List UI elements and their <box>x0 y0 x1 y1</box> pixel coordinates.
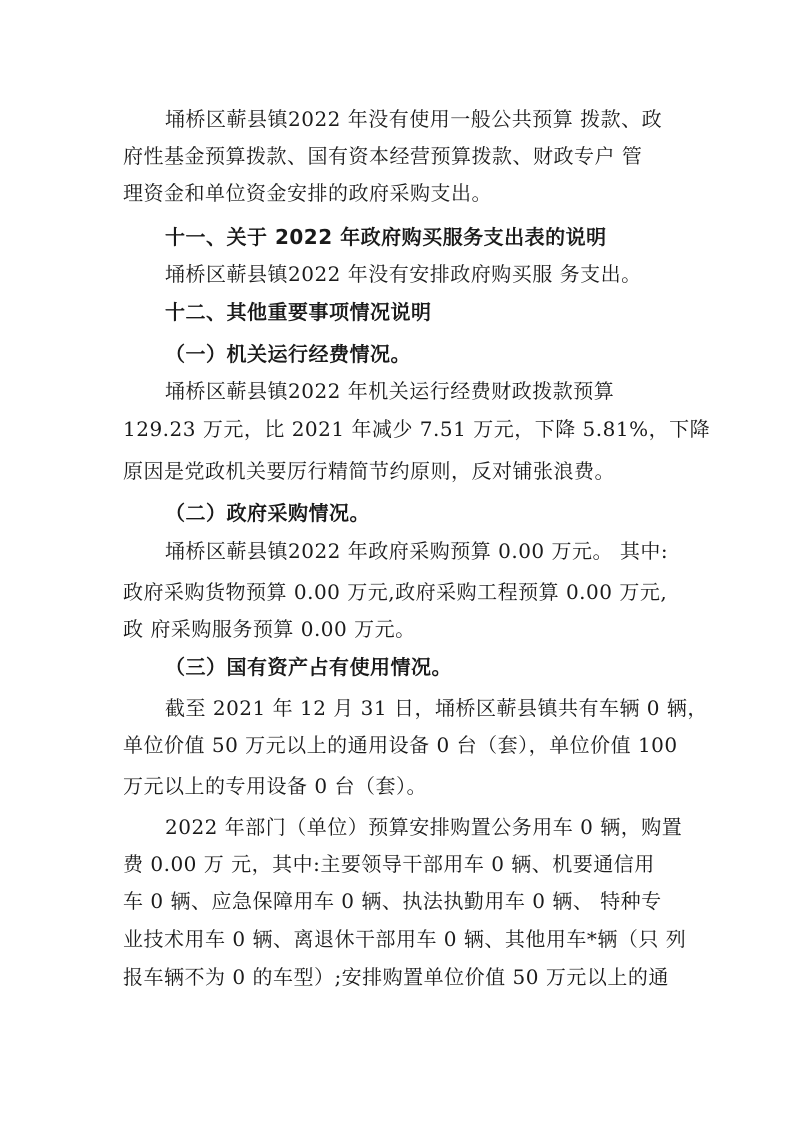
paragraph-vehicles-line-3: 车 0 辆、应急保障用车 0 辆、执法执勤用车 0 辆、 特种专 <box>123 889 662 913</box>
paragraph-procurement-line-3: 理资金和单位资金安排的政府采购支出。 <box>123 181 492 205</box>
paragraph-services-purchase: 埇桥区蕲县镇2022 年没有安排政府购买服 务支出。 <box>165 262 642 286</box>
paragraph-assets-line-2: 单位价值 50 万元以上的通用设备 0 台（套），单位价值 100 <box>123 733 678 757</box>
paragraph-vehicles-line-5: 报车辆不为 0 的车型）;安排购置单位价值 50 万元以上的通 <box>123 965 669 989</box>
paragraph-operating-costs-line-2: 129.23 万元，比 2021 年减少 7.51 万元，下降 5.81%，下降 <box>123 417 711 441</box>
paragraph-vehicles-line-4: 业技术用车 0 辆、离退休干部用车 0 辆、其他用车*辆（只 列 <box>123 927 687 951</box>
subsection-heading-3: （三）国有资产占有使用情况。 <box>165 655 452 679</box>
paragraph-procurement-line-1: 埇桥区蕲县镇2022 年没有使用一般公共预算 拨款、政 <box>165 107 663 131</box>
paragraph-operating-costs-line-3: 原因是党政机关要厉行精简节约原则，反对铺张浪费。 <box>123 459 615 483</box>
subsection-heading-2: （二）政府采购情况。 <box>165 501 370 525</box>
paragraph-gov-procurement-line-2: 政府采购货物预算 0.00 万元,政府采购工程预算 0.00 万元, <box>123 580 668 604</box>
paragraph-vehicles-line-2: 费 0.00 万 元，其中:主要领导干部用车 0 辆、机要通信用 <box>123 852 655 876</box>
paragraph-vehicles-line-1: 2022 年部门（单位）预算安排购置公务用车 0 辆，购置 <box>165 815 683 839</box>
paragraph-operating-costs-line-1: 埇桥区蕲县镇2022 年机关运行经费财政拨款预算 <box>165 379 615 403</box>
paragraph-assets-line-1: 截至 2021 年 12 月 31 日，埇桥区蕲县镇共有车辆 0 辆， <box>165 696 708 720</box>
paragraph-procurement-line-2: 府性基金预算拨款、国有资本经营预算拨款、财政专户 管 <box>123 144 643 168</box>
section-heading-12: 十二、其他重要事项情况说明 <box>165 300 432 324</box>
subsection-heading-1: （一）机关运行经费情况。 <box>165 342 411 366</box>
paragraph-assets-line-3: 万元以上的专用设备 0 台（套）。 <box>123 774 427 798</box>
section-heading-11: 十一、关于 2022 年政府购买服务支出表的说明 <box>165 225 607 249</box>
paragraph-gov-procurement-line-3: 政 府采购服务预算 0.00 万元。 <box>123 617 416 641</box>
paragraph-gov-procurement-line-1: 埇桥区蕲县镇2022 年政府采购预算 0.00 万元。 其中: <box>165 539 669 563</box>
